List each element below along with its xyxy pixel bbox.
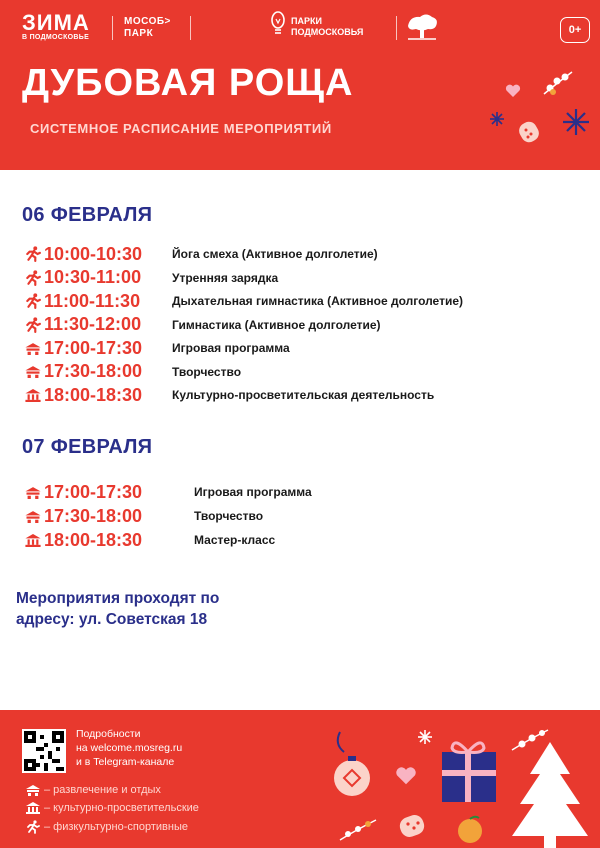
sport-icon — [22, 244, 44, 264]
entertainment-icon — [22, 506, 44, 526]
ornament-icon — [330, 730, 374, 815]
divider — [396, 16, 397, 40]
page-title: ДУБОВАЯ РОЩА — [22, 62, 354, 104]
event-activity: Йога смеха (Активное долголетие) — [172, 247, 378, 261]
schedule-row — [22, 383, 434, 407]
venue-address — [16, 588, 219, 630]
more-info-line: Подробности — [76, 728, 141, 740]
mitten-icon — [516, 116, 546, 151]
legend-item — [22, 784, 161, 796]
christmas-tree-icon — [510, 740, 590, 848]
lightbulb-icon — [270, 10, 286, 43]
schedule-row — [22, 242, 378, 266]
event-activity: Творчество — [172, 364, 242, 379]
event-activity: Игровая программа — [172, 341, 290, 355]
divider — [190, 16, 191, 40]
event-activity: Гимнастика (Активное долголетие) — [172, 317, 381, 332]
schedule-row — [22, 289, 463, 313]
event-time: 17:00-17:30 — [44, 337, 143, 358]
event-activity: Игровая программа — [194, 485, 312, 499]
schedule-row — [22, 313, 381, 337]
tangerine-icon — [455, 814, 485, 848]
legend-item — [22, 820, 188, 834]
mosobpark-logo-line2: ПАРК — [124, 28, 154, 39]
sport-icon — [22, 268, 44, 288]
schedule-row — [22, 480, 312, 504]
date-heading: 06 ФЕВРАЛЯ — [22, 204, 153, 226]
legend-item — [22, 802, 199, 814]
qr-code[interactable] — [22, 729, 66, 773]
more-info-text — [76, 727, 182, 769]
event-time: 11:30-12:00 — [44, 314, 142, 334]
page-subtitle: СИСТЕМНОЕ РАСПИСАНИЕ МЕРОПРИЯТИЙ — [30, 121, 332, 136]
heart-icon — [505, 84, 521, 103]
more-info-line: и в Telegram-канале — [76, 756, 175, 768]
entertainment-icon — [22, 362, 44, 382]
culture-icon — [22, 530, 44, 550]
schedule-row — [22, 528, 275, 552]
event-activity: Утренняя зарядка — [172, 270, 279, 285]
more-info-line: на welcome.mosreg.ru — [76, 742, 183, 754]
event-activity: Дыхательная гимнастика (Активное долголетие) — [172, 294, 463, 308]
address-line: адресу: ул. Советская 18 — [16, 611, 208, 628]
event-time: 18:00-18:30 — [44, 384, 143, 405]
address-line: Мероприятия проходят по — [16, 590, 220, 607]
schedule-row — [22, 336, 290, 360]
legend-label: – культурно-просветительские — [44, 802, 199, 814]
event-activity: Мастер-класс — [194, 533, 276, 547]
snowflake-icon — [562, 108, 590, 141]
zima-logo-text: ЗИМА — [22, 10, 90, 35]
event-time: 17:30-18:00 — [44, 505, 143, 526]
header-banner — [0, 0, 600, 170]
mosobpark-logo-line1: МОСОБ> — [124, 16, 171, 27]
parki-logo-line1: ПАРКИ — [291, 15, 322, 26]
mosobpark-logo — [124, 16, 171, 40]
sport-icon — [22, 291, 44, 311]
parki-logo-line2: ПОДМОСКОВЬЯ — [291, 26, 364, 37]
snowflake-icon — [418, 730, 432, 749]
parki-podmoskovya-logo — [270, 10, 363, 43]
sport-icon — [22, 315, 44, 335]
schedule-row — [22, 266, 278, 290]
age-rating-badge: 0+ — [560, 17, 590, 43]
date-heading: 07 ФЕВРАЛЯ — [22, 436, 153, 458]
heart-icon — [395, 766, 417, 791]
event-time: 18:00-18:30 — [44, 529, 143, 550]
event-time: 11:00-11:30 — [44, 290, 141, 311]
culture-icon — [22, 802, 44, 814]
entertainment-icon — [22, 338, 44, 358]
footer-banner — [0, 710, 600, 848]
legend-label: – физкультурно-спортивные — [44, 821, 188, 833]
event-time: 17:30-18:00 — [44, 361, 143, 381]
event-activity: Культурно-просветительская деятельность — [172, 388, 435, 402]
event-time: 10:00-10:30 — [44, 243, 143, 264]
mitten-icon — [396, 810, 432, 847]
divider — [112, 16, 113, 40]
event-activity: Творчество — [194, 509, 264, 523]
schedule-row — [22, 504, 263, 528]
gift-icon — [436, 734, 500, 809]
entertainment-icon — [22, 482, 44, 502]
berries-icon — [338, 814, 378, 848]
legend-label: – развлечение и отдых — [44, 784, 161, 796]
zima-logo — [22, 12, 90, 41]
culture-icon — [22, 385, 44, 405]
sport-icon — [22, 820, 44, 834]
snowflake-icon — [490, 112, 504, 131]
event-time: 17:00-17:30 — [44, 481, 143, 502]
berries-icon — [540, 68, 576, 103]
zima-logo-subtext: В ПОДМОСКОВЬЕ — [22, 34, 90, 41]
schedule-row — [22, 360, 241, 384]
oak-tree-logo — [404, 12, 440, 47]
entertainment-icon — [22, 784, 44, 796]
event-time: 10:30-11:00 — [44, 267, 142, 287]
